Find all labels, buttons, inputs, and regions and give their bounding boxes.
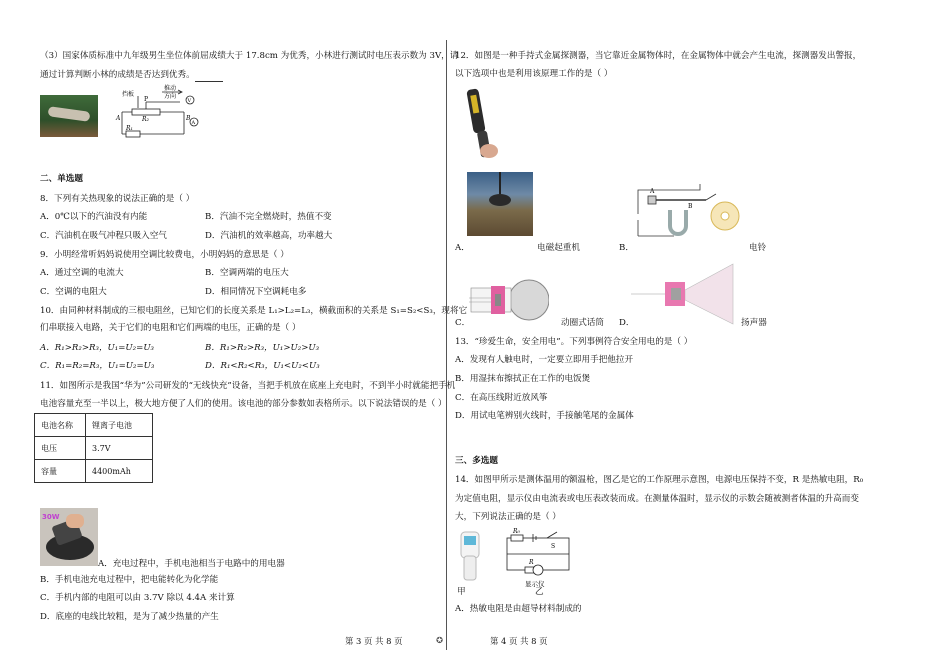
page-number-right: 第 4 页 共 8 页 bbox=[490, 636, 548, 646]
page-number-left: 第 3 页 共 8 页 bbox=[345, 636, 403, 646]
q12-option-b[interactable]: B． bbox=[619, 243, 634, 253]
label-push: 推动 bbox=[164, 85, 177, 92]
q14-stem-line2: 为定值电阻，显示仪由电流表或电压表改装而成。在测量体温时，显示仪的示数会随被测者体温的升高而变 bbox=[455, 494, 859, 504]
label-p: P bbox=[144, 96, 149, 103]
q11-stem-line2: 电池容量充至一半以上，极大地方便了人们的使用。该电池的部分参数如表格所示。以下说法错误的是（ ） bbox=[40, 399, 447, 409]
metal-detector-photo bbox=[455, 85, 505, 165]
figure-label-yi: 乙 bbox=[535, 587, 544, 597]
table-row bbox=[35, 437, 153, 460]
q10-stem-line1: 10．由同种材料制成的三根电阻丝，已知它们的长度关系是 L₁>L₂=L₃，横截面积的关系是 S₁=S₂<S₃，现将它 bbox=[40, 306, 468, 316]
q8-option-b[interactable]: B．汽油不完全燃烧时，热值不变 bbox=[205, 212, 332, 222]
figure-label-jia: 甲 bbox=[457, 587, 466, 597]
label-plate: 挡板 bbox=[122, 91, 135, 98]
q11-option-c[interactable]: C．手机内部的电阻可以由 3.7V 除以 4.4A 来计算 bbox=[40, 593, 235, 603]
q8-option-a[interactable]: A．0℃以下的汽油没有内能 bbox=[40, 212, 148, 222]
loudspeaker-diagram bbox=[629, 260, 739, 328]
q14-option-a[interactable]: A．热敏电阻是由超导材料制成的 bbox=[455, 604, 582, 614]
q10-option-a[interactable]: A．R₁>R₂>R₃，U₁=U₂=U₃ bbox=[40, 343, 155, 353]
label-r0: R₀ bbox=[513, 528, 520, 535]
sit-and-reach-photo bbox=[40, 95, 98, 137]
q9-option-d[interactable]: D．相同情况下空调耗电多 bbox=[205, 287, 307, 297]
table-cell: 4400mAh bbox=[86, 460, 153, 483]
q13-option-a[interactable]: A．发现有人触电时，一定要立即用手把他拉开 bbox=[455, 355, 634, 365]
label-voltmeter: V bbox=[187, 98, 192, 104]
table-cell: 电池名称 bbox=[35, 414, 86, 437]
label-b: B bbox=[186, 115, 191, 122]
q11-option-b[interactable]: B．手机电池充电过程中，把电能转化为化学能 bbox=[40, 575, 219, 585]
table-cell: 容量 bbox=[35, 460, 86, 483]
q13-stem: 13．“珍爱生命，安全用电”。下列事例符合安全用电的是（ ） bbox=[455, 337, 693, 347]
q10-option-b[interactable]: B．R₁>R₂>R₃，U₁>U₂>U₃ bbox=[205, 343, 320, 353]
q8-stem: 8．下列有关热现象的说法正确的是（ ） bbox=[40, 194, 195, 204]
q13-option-c[interactable]: C．在高压线附近放风筝 bbox=[455, 393, 548, 403]
bell-label-a: A bbox=[650, 188, 655, 195]
q10-option-c[interactable]: C．R₁=R₂=R₃，U₁=U₂=U₃ bbox=[40, 361, 155, 371]
sit-and-reach-circuit bbox=[102, 84, 222, 140]
electric-bell-diagram bbox=[630, 180, 750, 242]
q12-option-c[interactable]: C． bbox=[455, 318, 471, 328]
q9-option-c[interactable]: C．空调的电阻大 bbox=[40, 287, 107, 297]
table-row bbox=[35, 414, 153, 437]
forehead-thermometer-photo bbox=[455, 528, 485, 584]
q9-stem: 9．小明经常听妈妈说使用空调比较费电，小明妈妈的意思是（ ） bbox=[40, 250, 289, 260]
electromagnetic-crane-photo bbox=[467, 172, 533, 236]
battery-table bbox=[34, 413, 153, 483]
q14-stem-line3: 大，下列说法正确的是（ ） bbox=[455, 512, 561, 522]
q7-part3-line1: （3）国家体质标准中九年级男生坐位体前屈成绩大于 17.8cm 为优秀，小林进行测试时电压表示数为 3V，请 bbox=[40, 51, 459, 61]
answer-blank[interactable] bbox=[195, 72, 223, 82]
label-r: R bbox=[529, 559, 534, 566]
q12-option-a-caption: 电磁起重机 bbox=[537, 243, 580, 253]
q13-option-b[interactable]: B．用湿抹布擦拭正在工作的电饭煲 bbox=[455, 374, 591, 384]
label-direction: 方向 bbox=[164, 93, 177, 100]
q12-option-b-caption: 电铃 bbox=[749, 243, 767, 253]
q14-stem-line1: 14．如图甲所示是测体温用的额温枪，图乙是它的工作原理示意图，电源电压保持不变，R 是热敏电阻，R₀ bbox=[455, 475, 864, 485]
wireless-charger-photo bbox=[40, 508, 98, 566]
table-cell: 3.7V bbox=[86, 437, 153, 460]
q12-option-d-caption: 扬声器 bbox=[741, 318, 767, 328]
thermometer-circuit-diagram bbox=[501, 526, 581, 592]
q10-option-d[interactable]: D．R₁<R₂<R₃，U₁<U₂<U₃ bbox=[205, 361, 320, 371]
table-cell: 锂离子电池 bbox=[86, 414, 153, 437]
q13-option-d[interactable]: D．用试电笔辨别火线时，手接触笔尾的金属体 bbox=[455, 411, 634, 421]
label-r1: R₁ bbox=[126, 125, 133, 132]
column-divider bbox=[446, 40, 447, 650]
label-a: A bbox=[116, 115, 121, 122]
charger-badge: 30W bbox=[42, 513, 60, 521]
label-s: S bbox=[551, 543, 556, 550]
q11-option-a[interactable]: A．充电过程中，手机电池相当于电路中的用电器 bbox=[98, 559, 285, 569]
bell-label-b: B bbox=[688, 203, 693, 210]
q12-option-c-caption: 动圈式话筒 bbox=[561, 318, 604, 328]
table-row bbox=[35, 460, 153, 483]
label-ammeter: A bbox=[191, 120, 196, 126]
binding-mark-icon: ✪ bbox=[436, 635, 444, 645]
q9-option-b[interactable]: B．空调两端的电压大 bbox=[205, 268, 289, 278]
section-multiple-choice: 三、多选题 bbox=[455, 456, 498, 466]
q11-stem-line1: 11．如图所示是我国“华为”公司研发的“无线快充”设备，当把手机放在底座上充电时，不到半小时就能把手机 bbox=[40, 381, 456, 391]
q8-option-d[interactable]: D．汽油机的效率越高，功率越大 bbox=[205, 231, 333, 241]
q11-option-d[interactable]: D．底座的电线比较粗，是为了减少热量的产生 bbox=[40, 612, 219, 622]
q12-option-a[interactable]: A． bbox=[455, 243, 470, 253]
label-display: 显示仪 bbox=[525, 580, 545, 588]
q12-stem-line2: 以下选项中也是利用该原理工作的是（ ） bbox=[455, 69, 613, 79]
label-r2: R₂ bbox=[142, 116, 149, 123]
q8-option-c[interactable]: C．汽油机在吸气冲程只吸入空气 bbox=[40, 231, 167, 241]
q12-option-d[interactable]: D． bbox=[619, 318, 635, 328]
q12-stem-line1: 12．如图是一种手持式金属探测器，当它靠近金属物体时，在金属物体中就会产生电流，探测器发出警报， bbox=[455, 51, 862, 61]
q7-part3-line2: 通过计算判断小林的成绩是否达到优秀。 bbox=[40, 69, 223, 82]
moving-coil-microphone-diagram bbox=[465, 276, 549, 324]
q10-stem-line2: 们串联接入电路，关于它们的电阻和它们两端的电压，正确的是（ ） bbox=[40, 323, 301, 333]
table-cell: 电压 bbox=[35, 437, 86, 460]
q9-option-a[interactable]: A．通过空调的电流大 bbox=[40, 268, 124, 278]
section-single-choice: 二、单选题 bbox=[40, 174, 83, 184]
